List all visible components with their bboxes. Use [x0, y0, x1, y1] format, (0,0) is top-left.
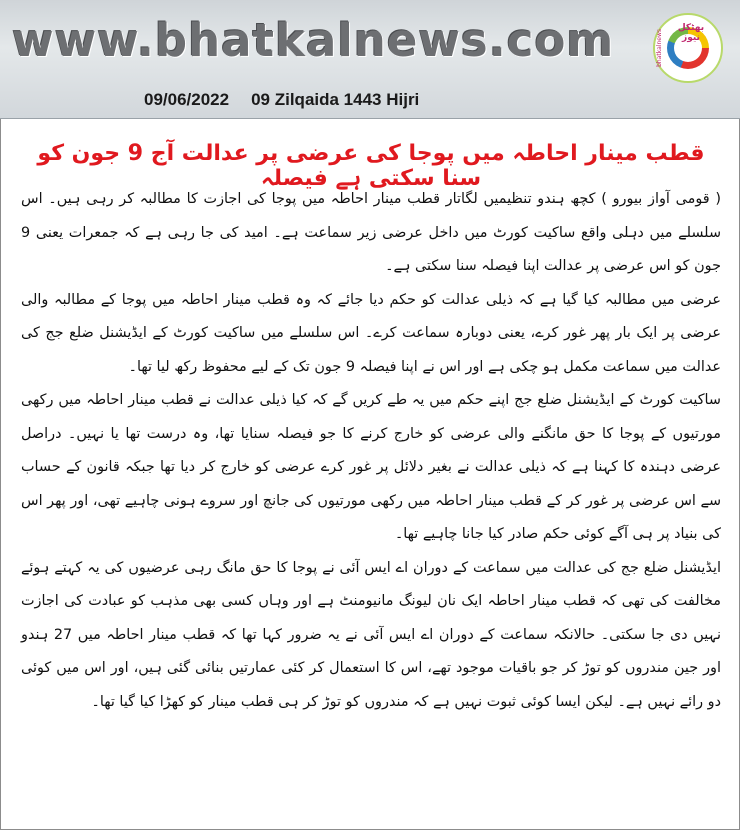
date-line [144, 90, 441, 110]
article-paragraph: ساکیت کورٹ کے ایڈیشنل ضلع جج اپنے حکم میں یہ طے کریں گے کہ کیا ذیلی عدالت نے قطب مینار احاطہ میں رکھی مورتیوں کے پوجا کا حق مانگنے والی عرضی کو خارج کرنے کا جو فیصلہ سنایا تھا، وہ درست تھا یا نہیں۔ دراصل عرضی دہندہ کا کہنا ہے کہ ذیلی عدالت نے بغیر دلائل پر غور کرے عرضی کو خارج کر دیا تھا جبکہ قانون کے حساب سے اس عرضی پر غور کر کے قطب مینار احاطہ میں رکھی مورتیوں کی جانچ اور سروے ہونی چاہیے تھی، اور پھر اس کی بنیاد پر ہی آگے کوئی حکم صادر کیا جانا چاہیے تھا۔ [21, 392, 721, 542]
article-paragraph: ( قومی آواز بیورو ) کچھ ہندو تنظیمیں لگاتار قطب مینار احاطہ میں پوجا کی اجازت کا مطالبہ کر رہی ہیں۔ اس سلسلے میں دہلی واقع ساکیت کورٹ میں داخل عرضی زیر سماعت ہے۔ امید کی جا رہی ہے کہ جمعرات یعنی 9 جون کو اس عرضی پر عدالت اپنا فیصلہ سنا سکتی ہے۔ [21, 191, 721, 274]
hijri-date: 09 Zilqaida 1443 Hijri [251, 90, 420, 109]
site-header [0, 0, 740, 119]
site-logo[interactable] [653, 13, 723, 83]
article-box [0, 119, 740, 830]
article-headline: قطب مینار احاطہ میں پوجا کی عرضی پر عدالت آج 9 جون کو سنا سکتی ہے فیصلہ [37, 141, 705, 191]
article-paragraph: عرضی میں مطالبہ کیا گیا ہے کہ ذیلی عدالت کو حکم دیا جائے کہ وہ قطب مینار احاطہ میں پوجا کے مطالبہ والی عرضی پر ایک بار پھر غور کرے، یعنی دوبارہ سماعت کرے۔ اس سلسلے میں ساکیت کورٹ کے ایڈیشنل ضلع جج کی عدالت میں سماعت مکمل ہو چکی ہے اور اس نے اپنا فیصلہ 9 جون تک کے لیے محفوظ رکھ لیا تھا۔ [21, 291, 721, 375]
article-paragraph: ایڈیشنل ضلع جج کی عدالت میں سماعت کے دوران اے ایس آئی نے پوجا کا حق مانگ رہی عرضیوں کی یہ کہتے ہوئے مخالفت کی تھی کہ قطب مینار احاطہ ایک نان لیونگ مانیومنٹ ہے اور وہاں کسی بھی مذہب کو عبادت کی اجازت نہیں دی جا سکتی۔ حالانکہ سماعت کے دوران اے ایس آئی نے یہ ضرور کہا تھا کہ قطب مینار احاطہ میں 27 ہندو اور جین مندروں کو توڑ کر جو باقیات موجود تھے، اس کا استعمال کر کئی عمارتیں بنائی گئی ہیں، اور اس میں کوئی دو رائے نہیں ہے۔ لیکن ایسا کوئی ثبوت نہیں ہے کہ مندروں کو توڑ کر ہی قطب مینار کو کھڑا کیا گیا تھا۔ [21, 559, 721, 710]
logo-side-text: bhatkalnews [656, 29, 663, 67]
site-url-banner[interactable]: www.bhatkalnews.com [12, 14, 615, 67]
gregorian-date: 09/06/2022 [144, 90, 230, 109]
article-body [21, 183, 721, 719]
logo-text: بھٹکل نیوز [677, 23, 705, 43]
